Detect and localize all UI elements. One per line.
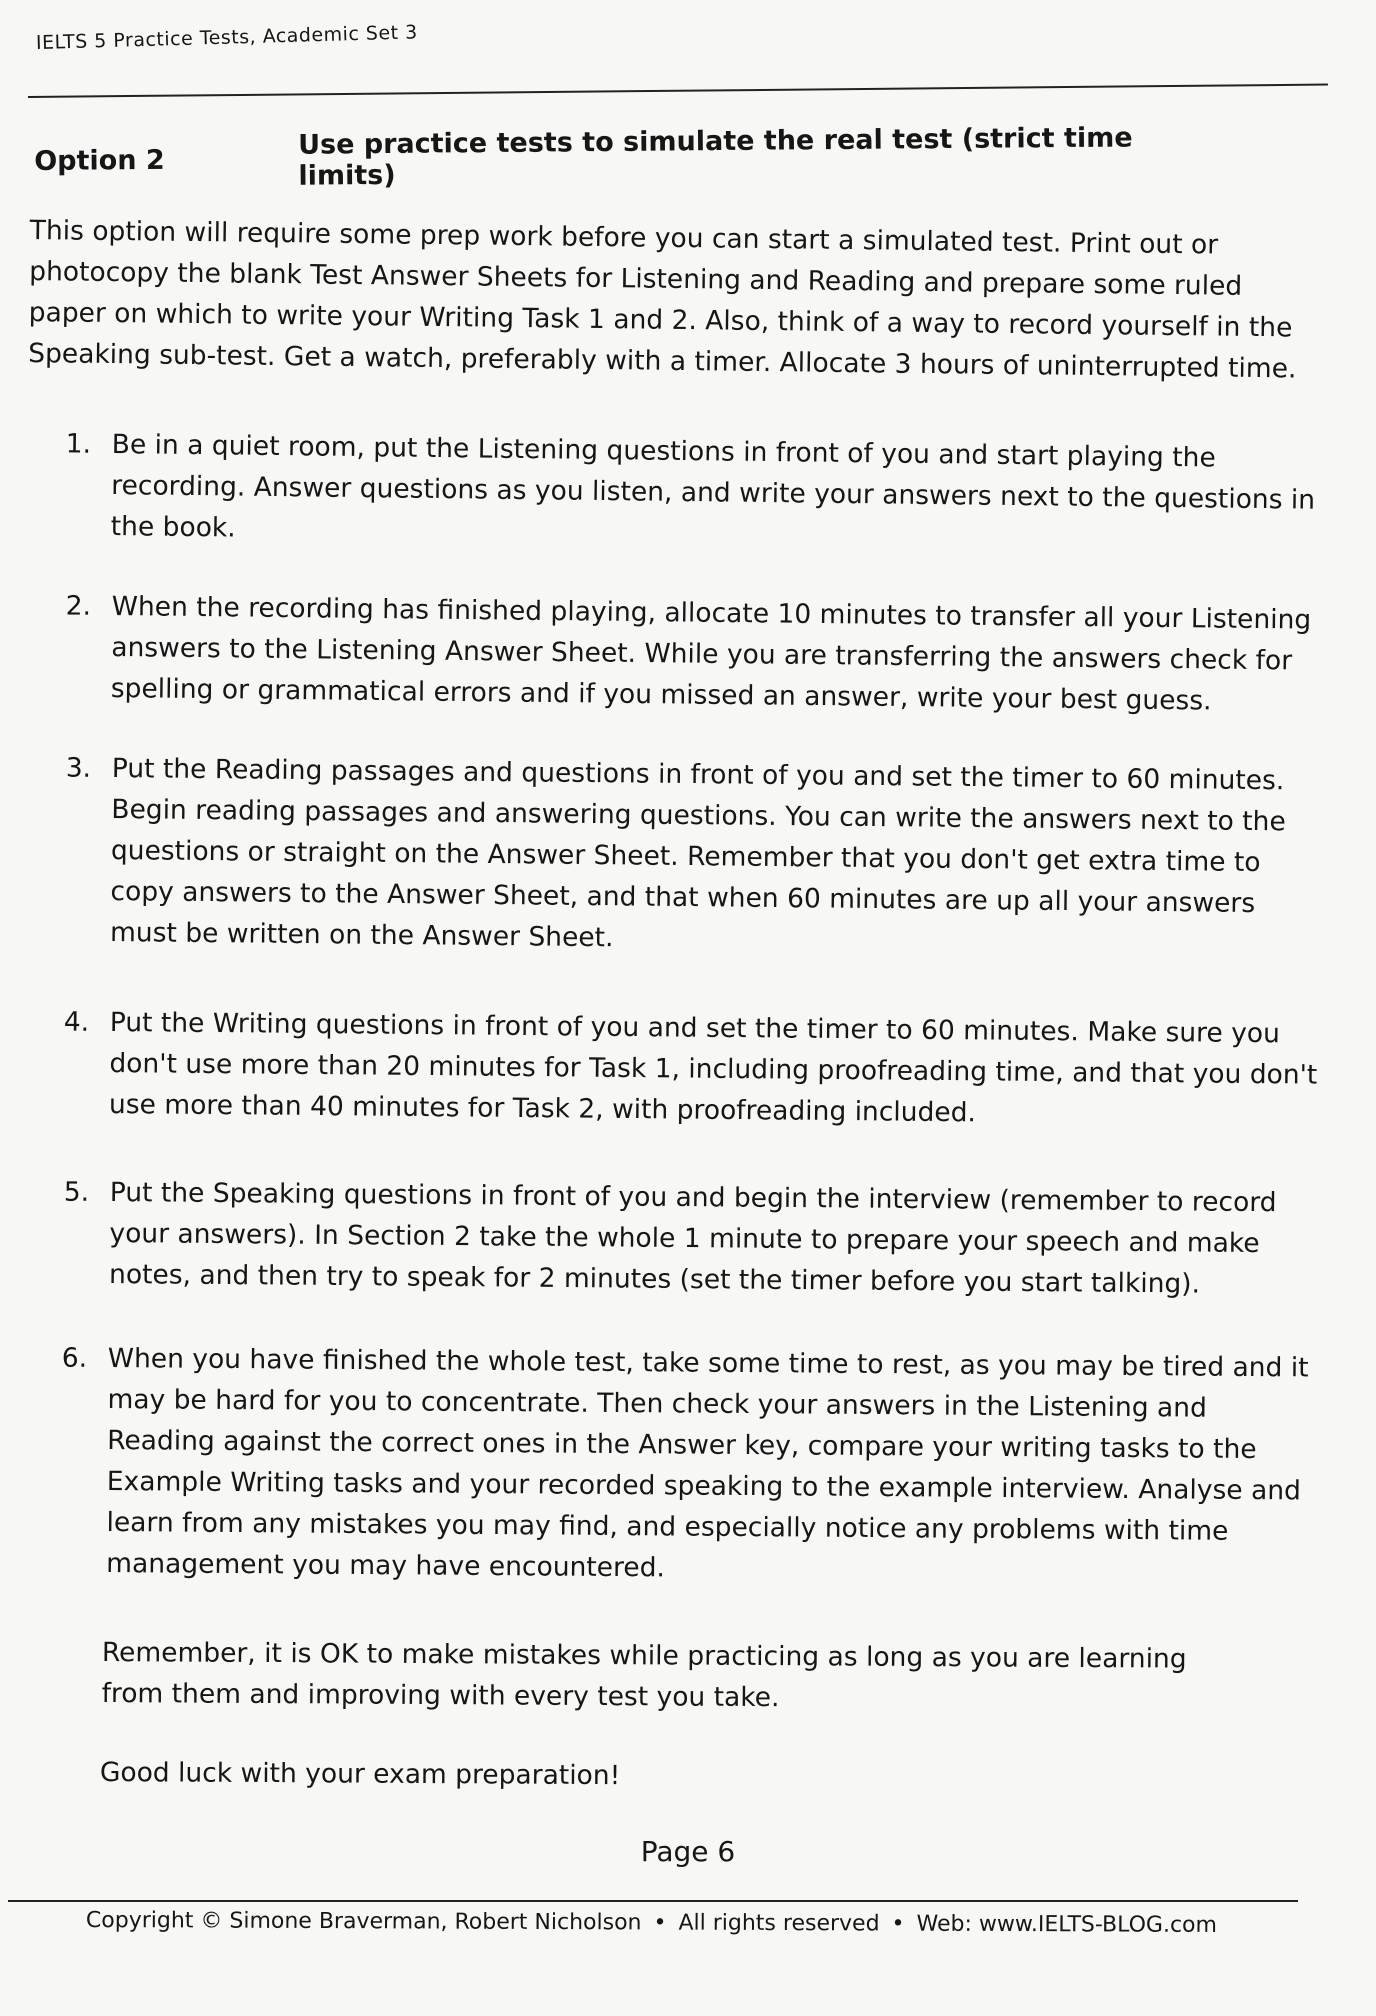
footer-separator: • bbox=[653, 1910, 667, 1936]
footer-rights: All rights reserved bbox=[678, 1910, 880, 1937]
list-item bbox=[61, 1338, 1318, 1593]
step-number: 5. bbox=[63, 1176, 90, 1208]
step-number: 3. bbox=[65, 752, 92, 784]
list-item bbox=[65, 748, 1322, 966]
footer-rule bbox=[8, 1900, 1298, 1902]
step-number: 6. bbox=[61, 1342, 88, 1374]
step-text: Be in a quiet room, put the Listening questions in front of you and start playing the recording. Answer questions as you listen, and write your answers next to the questions in the book. bbox=[110, 428, 1316, 544]
list-item bbox=[63, 1172, 1320, 1306]
closing-paragraph: Remember, it is OK to make mistakes while practicing as long as you are learning from them and improving with every test you take. bbox=[101, 1636, 1187, 1714]
list-item bbox=[63, 1002, 1320, 1137]
step-number: 1. bbox=[65, 428, 92, 460]
list-item bbox=[65, 586, 1322, 723]
step-number: 2. bbox=[65, 590, 92, 622]
step-text: When the recording has finished playing, allocate 10 minutes to transfer all your Listening answers to the Listening Answer Sheet. While you are transferring the answers check for spelling or grammatical errors and if you missed an answer, write your best guess. bbox=[110, 590, 1312, 717]
option-label: Option 2 bbox=[34, 144, 165, 177]
footer-web: Web: www.IELTS-BLOG.com bbox=[916, 1911, 1218, 1938]
step-text: Put the Speaking questions in front of you and begin the interview (remember to record your answers). In Section 2 take the whole 1 minute to prepare your speech and make notes, and then try to speak for 2 minutes (set the timer before you start talking). bbox=[108, 1176, 1277, 1300]
step-text: When you have finished the whole test, take some time to rest, as you may be tired and it may be hard for you to concentrate. Then check your answers in the Listening and Reading against the correct ones in the Answer key, compare your writing tasks to the Example Writing tasks and your recorded speaking to the example interview. Analyse and learn from any mistakes you may find, and especially notice any problems with time management you may have encountered. bbox=[106, 1342, 1309, 1584]
running-header: IELTS 5 Practice Tests, Academic Set 3 bbox=[35, 21, 419, 54]
page-number: Page 6 bbox=[640, 1835, 736, 1868]
good-luck-line: Good luck with your exam preparation! bbox=[99, 1756, 621, 1792]
header-rule bbox=[28, 84, 1328, 98]
footer-separator: • bbox=[891, 1911, 905, 1937]
step-text: Put the Writing questions in front of you and set the timer to 60 minutes. Make sure you don't use more than 20 minutes for Task 1, including proofreading time, and that you don't use more than 40 minutes for Task 2, with proofreading included. bbox=[108, 1006, 1318, 1129]
footer-copyright: Copyright © Simone Braverman, Robert Nicholson bbox=[85, 1908, 642, 1936]
footer bbox=[86, 1908, 1217, 1938]
intro-paragraph: This option will require some prep work before you can start a simulated test. Print out or photocopy the blank Test Answer Sheets for Listening and Reading and prepare some ruled paper on which to write your Writing Task 1 and 2. Also, think of a way to record yourself in the Speaking sub-test. Get a watch, preferably with a timer. Allocate 3 hours of uninterrupted time. bbox=[28, 214, 1297, 385]
option-title: Use practice tests to simulate the real test (strict time limits) bbox=[297, 122, 1133, 192]
list-item bbox=[65, 424, 1321, 562]
option-heading bbox=[34, 122, 1214, 192]
step-number: 4. bbox=[63, 1006, 90, 1038]
step-text: Put the Reading passages and questions in front of you and set the timer to 60 minutes. Begin reading passages and answering questions. You can write the answers next to the questions or straight on the Answer Sheet. Remember that you don't get extra time to copy answers to the Answer Sheet, and that when 60 minutes are up all your answers must be written on the Answer Sheet. bbox=[109, 752, 1286, 954]
